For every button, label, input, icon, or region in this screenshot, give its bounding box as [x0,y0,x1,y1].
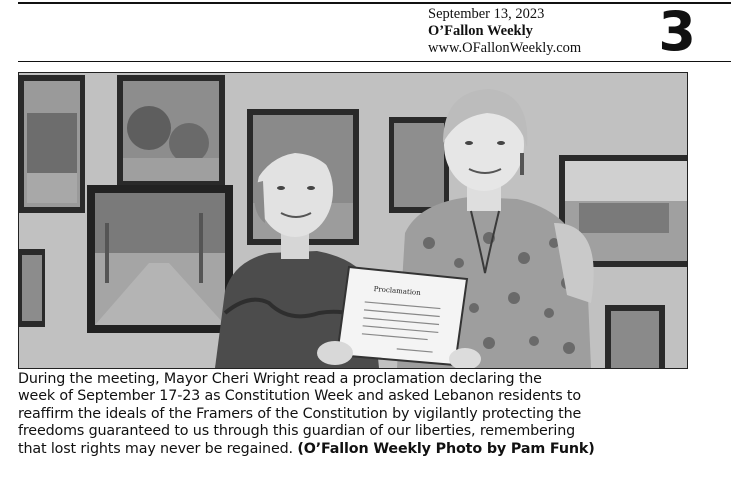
wall-painting-8 [605,305,665,368]
issue-date: September 13, 2023 [428,6,545,22]
wall-painting-6 [19,249,45,327]
caption-line-4: freedoms guaranteed to us through this guardian of our liberties, remembering [18,423,576,440]
certificate-title: Proclamation [373,284,422,298]
caption-line-5-text: that lost rights may never be regained. [18,440,293,457]
proclamation-certificate [337,267,467,365]
page-number: 3 [658,0,694,63]
top-rule [18,2,731,4]
news-photo [18,72,688,369]
photo-caption [18,371,718,458]
masthead [428,6,658,57]
paper-website[interactable]: www.OFallonWeekly.com [428,40,582,56]
wall-painting-4 [389,117,449,213]
wall-painting-5 [87,185,233,333]
caption-line-2: week of September 17-23 as Constitution Week and asked Lebanon residents to [18,388,581,405]
hand-left [317,341,353,365]
wall-painting-1 [19,75,85,213]
paper-name: O’Fallon Weekly [428,23,533,39]
wall-painting-2 [117,75,225,187]
header-rule [18,61,731,62]
caption-line-1: During the meeting, Mayor Cheri Wright read a proclamation declaring the [18,371,542,387]
caption-line-3: reaffirm the ideals of the Framers of the Constitution by vigilantly protecting the [18,405,582,422]
caption-line-5 [18,441,718,458]
photo-credit: (O’Fallon Weekly Photo by Pam Funk) [297,440,595,457]
